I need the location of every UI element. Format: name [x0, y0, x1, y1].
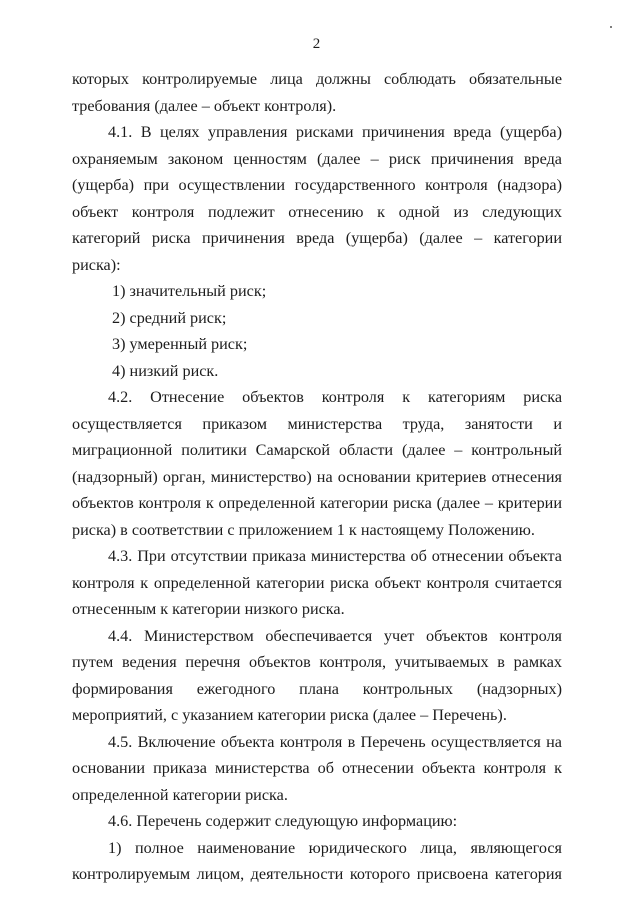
document-body	[72, 66, 562, 888]
paragraph-4-2-first-line: 4.2. Отнесение объектов контроля к категориям риска	[108, 388, 562, 406]
paragraph-4-4: 4.4. Министерством обеспечивается учет объектов контроля путем ведения перечня объектов контроля, учитываемых в рамках формирования ежегодного плана контрольных (надзорных) мероприятий, с указанием категории риска (далее – Перечень).	[72, 626, 562, 724]
risk-item-2: 2) средний риск;	[112, 308, 227, 327]
risk-item-1: 1) значительный риск;	[112, 282, 267, 300]
paragraph-4-2: осуществляется приказом министерства труда, занятости и миграционной политики Самарской области (далее – контрольный (надзорный) орган, министерство) на основании критериев отнесения объектов контроля к определенной категории риска (далее – критерии риска) в соответствии с приложением 1 к настоящему Положению.	[72, 414, 562, 539]
continued-line-2: требования (далее – объект контроля).	[72, 96, 337, 115]
paragraph-4-6: 4.6. Перечень содержит следующую информацию:	[108, 812, 458, 830]
paragraph-4-5: 4.5. Включение объекта контроля в Перечень осуществляется на основании приказа министерства об отнесении объекта контроля к определенной категории риска.	[72, 732, 562, 804]
page-number: 2	[312, 36, 321, 52]
paragraph-4-6-item-1-second-line: контролируемым лицом, деятельности которого присвоена категория	[72, 865, 562, 883]
continued-line-1: которых контролируемые лица должны соблюдать обязательные	[72, 70, 562, 88]
paragraph-4-1: 4.1. В целях управления рисками причинения вреда (ущерба) охраняемым законом ценностям (далее – риск причинения вреда (ущерба) при осуществлении государственного контроля (надзора) объект контроля подлежит отнесению к одной из следующих категорий риска причинения вреда (ущерба) (далее – категории риска):	[72, 123, 562, 274]
paragraph-4-3: 4.3. При отсутствии приказа министерства об отнесении объекта контроля к определенной категории риска объект контроля считается отнесенным к категории низкого риска.	[72, 547, 562, 618]
scan-speck	[610, 26, 612, 28]
risk-item-3: 3) умеренный риск;	[112, 335, 248, 353]
risk-item-4: 4) низкий риск.	[112, 361, 219, 380]
paragraph-4-6-item-1-first-line: 1) полное наименование юридического лица, являющегося	[108, 838, 562, 857]
